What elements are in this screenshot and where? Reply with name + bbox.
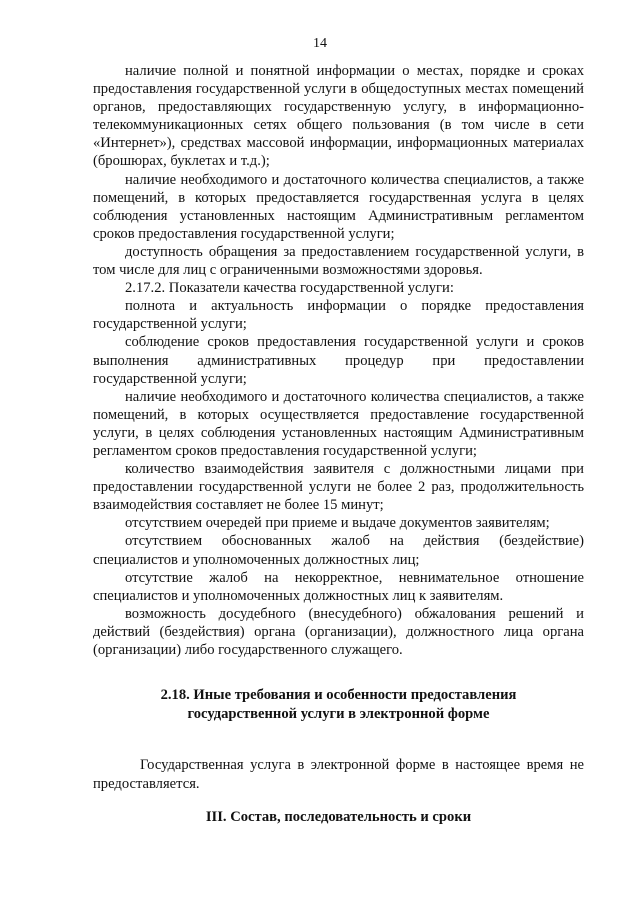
chapter-3-heading: III. Состав, последовательность и сроки: [205, 809, 472, 825]
paragraph-info-completeness: полнота и актуальность информации о порядке предоставления государственной услуги;: [93, 298, 584, 333]
section-2-18-body: Государственная услуга в электронной форме в настоящее время не предоставляется.: [93, 757, 584, 792]
section-2-18-title-line2: государственной услуги в электронной форме: [187, 705, 490, 722]
paragraph-quality-heading: 2.17.2. Показатели качества государственной услуги:: [125, 280, 454, 297]
page-number: 14: [313, 36, 327, 51]
paragraph-no-incorrect-treatment: отсутствие жалоб на некорректное, невнимательное отношение специалистов и уполномоченных должностных лиц к заявителям.: [93, 569, 584, 604]
document-body: [93, 62, 584, 659]
section-2-18-heading: [93, 686, 584, 723]
section-2-18-title-line1: 2.18. Иные требования и особенности предоставления: [160, 687, 517, 703]
paragraph-accessibility: доступность обращения за предоставлением государственной услуги, в том числе для лиц с ограниченными возможностями здоровья.: [93, 243, 584, 279]
paragraph-pretrial-appeal: возможность досудебного (внесудебного) обжалования решений и действий (бездействия) органа (организации), должностного лица органа (организации) либо государственного служащего.: [93, 605, 584, 658]
paragraph-no-justified-complaints: отсутствием обоснованных жалоб на действия (бездействие) специалистов и уполномоченных должностных лиц;: [93, 533, 584, 568]
paragraph-info-availability: наличие полной и понятной информации о местах, порядке и сроках предоставления государственной услуги в общедоступных местах помещений органов, предоставляющих государственную услугу, в информационно-телекоммуникационных сетях общего пользования (в том числе в сети «Интернет»), средствах массовой информации, информационных материалах (брошюрах, буклетах и т.д.);: [93, 63, 584, 170]
paragraph-interaction-count: количество взаимодействия заявителя с должностными лицами при предоставлении государственной услуги не более 2 раз, продолжительность взаимодействия составляет не более 15 минут;: [93, 461, 584, 514]
paragraph-specialists-premises: наличие необходимого и достаточного количества специалистов, а также помещений, в которых предоставляется государственная услуга в целях соблюдения установленных настоящим Административным регламентом сроков предоставления государственной услуги;: [93, 171, 584, 242]
paragraph-no-queues: отсутствием очередей при приеме и выдаче документов заявителям;: [125, 515, 550, 532]
paragraph-specialists-quality: наличие необходимого и достаточного количества специалистов, а также помещений, в которых осуществляется предоставление государственной услуги, в целях соблюдения установленных настоящим Административным регламентом сроков предоставления государственной услуги;: [93, 388, 584, 459]
paragraph-deadlines-compliance: соблюдение сроков предоставления государственной услуги и сроков выполнения административных процедур при предоставлении государственной услуги;: [93, 334, 584, 387]
